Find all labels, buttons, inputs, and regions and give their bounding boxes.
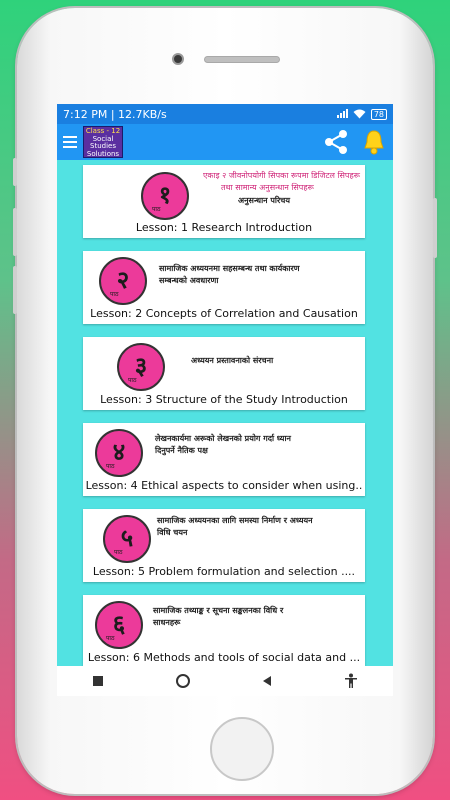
- volume-down-button: [13, 266, 17, 314]
- lesson-title: Lesson: 5 Problem formulation and selection ....: [92, 565, 356, 578]
- lesson-title: Lesson: 1 Research Introduction: [135, 221, 313, 234]
- bell-icon[interactable]: [363, 129, 385, 155]
- lesson-number-badge: ३ पाठ: [117, 343, 165, 391]
- signal-icon: [336, 109, 348, 119]
- menu-icon[interactable]: [63, 136, 77, 148]
- front-camera: [172, 53, 184, 65]
- power-button: [433, 198, 437, 258]
- nav-home-icon[interactable]: [175, 673, 191, 689]
- lesson-card-3[interactable]: ३ पाठ अध्ययन प्रस्तावनाको संरचना Lesson: 3 Structure of the Study Introduction: [83, 337, 365, 410]
- lesson-number-badge: १ पाठ: [141, 172, 189, 220]
- accessibility-icon[interactable]: [344, 673, 358, 689]
- lesson-title: Lesson: 3 Structure of the Study Introduction: [100, 393, 348, 406]
- share-icon[interactable]: [323, 130, 349, 154]
- lesson-card-2[interactable]: २ पाठ सामाजिक अध्ययनमा सहसम्बन्ध तथा कार्यकारण सम्बन्धको अवधारणा Lesson: 2 Concepts of Correlation and Causation: [83, 251, 365, 324]
- app-bar: [57, 124, 393, 160]
- lesson-number-badge: २ पाठ: [99, 257, 147, 305]
- lesson-title: Lesson: 2 Concepts of Correlation and Causation: [90, 307, 358, 320]
- status-icons: [336, 109, 387, 120]
- nav-recents-icon[interactable]: [92, 675, 104, 687]
- lesson-card-5[interactable]: ५ पाठ सामाजिक अध्ययनका लागि समस्या निर्माण र अध्ययन विधि चयन Lesson: 5 Problem formulation and selection ....: [83, 509, 365, 582]
- lesson-number-badge: ६ पाठ: [95, 601, 143, 649]
- app-screen: [57, 104, 393, 696]
- earpiece-speaker: [204, 56, 280, 63]
- lesson-number-badge: ५ पाठ: [103, 515, 151, 563]
- wifi-icon: [353, 109, 366, 119]
- battery-icon: 78: [371, 109, 387, 120]
- status-time-speed: 7:12 PM | 12.7KB/s: [63, 107, 167, 121]
- lesson-number-badge: ४ पाठ: [95, 429, 143, 477]
- lesson-title: Lesson: 6 Methods and tools of social data and ...: [87, 651, 361, 664]
- app-logo: Class - 12 Social Studies Solutions: [83, 126, 123, 158]
- home-button[interactable]: [210, 717, 274, 781]
- system-nav-bar: [57, 666, 393, 696]
- volume-up-button: [13, 208, 17, 256]
- lesson-card-1[interactable]: १ पाठ एकाइ २ जीवनोपयोगी सिपका रूपमा डिजिटल सिपहरू तथा सामान्य अनुसन्धान सिपहरू अनुसन्धान परिचय Lesson: 1 Research Introduction: [83, 165, 365, 238]
- nav-back-icon[interactable]: [261, 675, 273, 687]
- lesson-title: Lesson: 4 Ethical aspects to consider when using..: [85, 479, 363, 492]
- status-bar: [57, 104, 393, 124]
- lesson-card-6[interactable]: ६ पाठ सामाजिक तथ्याङ्क र सूचना सङ्कलनका विधि र साधनहरू Lesson: 6 Methods and tools of social data and ...: [83, 595, 365, 666]
- lesson-list[interactable]: [57, 160, 393, 666]
- mute-switch: [13, 158, 17, 186]
- lesson-card-4[interactable]: ४ पाठ लेखनकार्यमा अरूको लेखनको प्रयोग गर्दा ध्यान दिनुपर्ने नैतिक पक्ष Lesson: 4 Ethical aspects to consider when using..: [83, 423, 365, 496]
